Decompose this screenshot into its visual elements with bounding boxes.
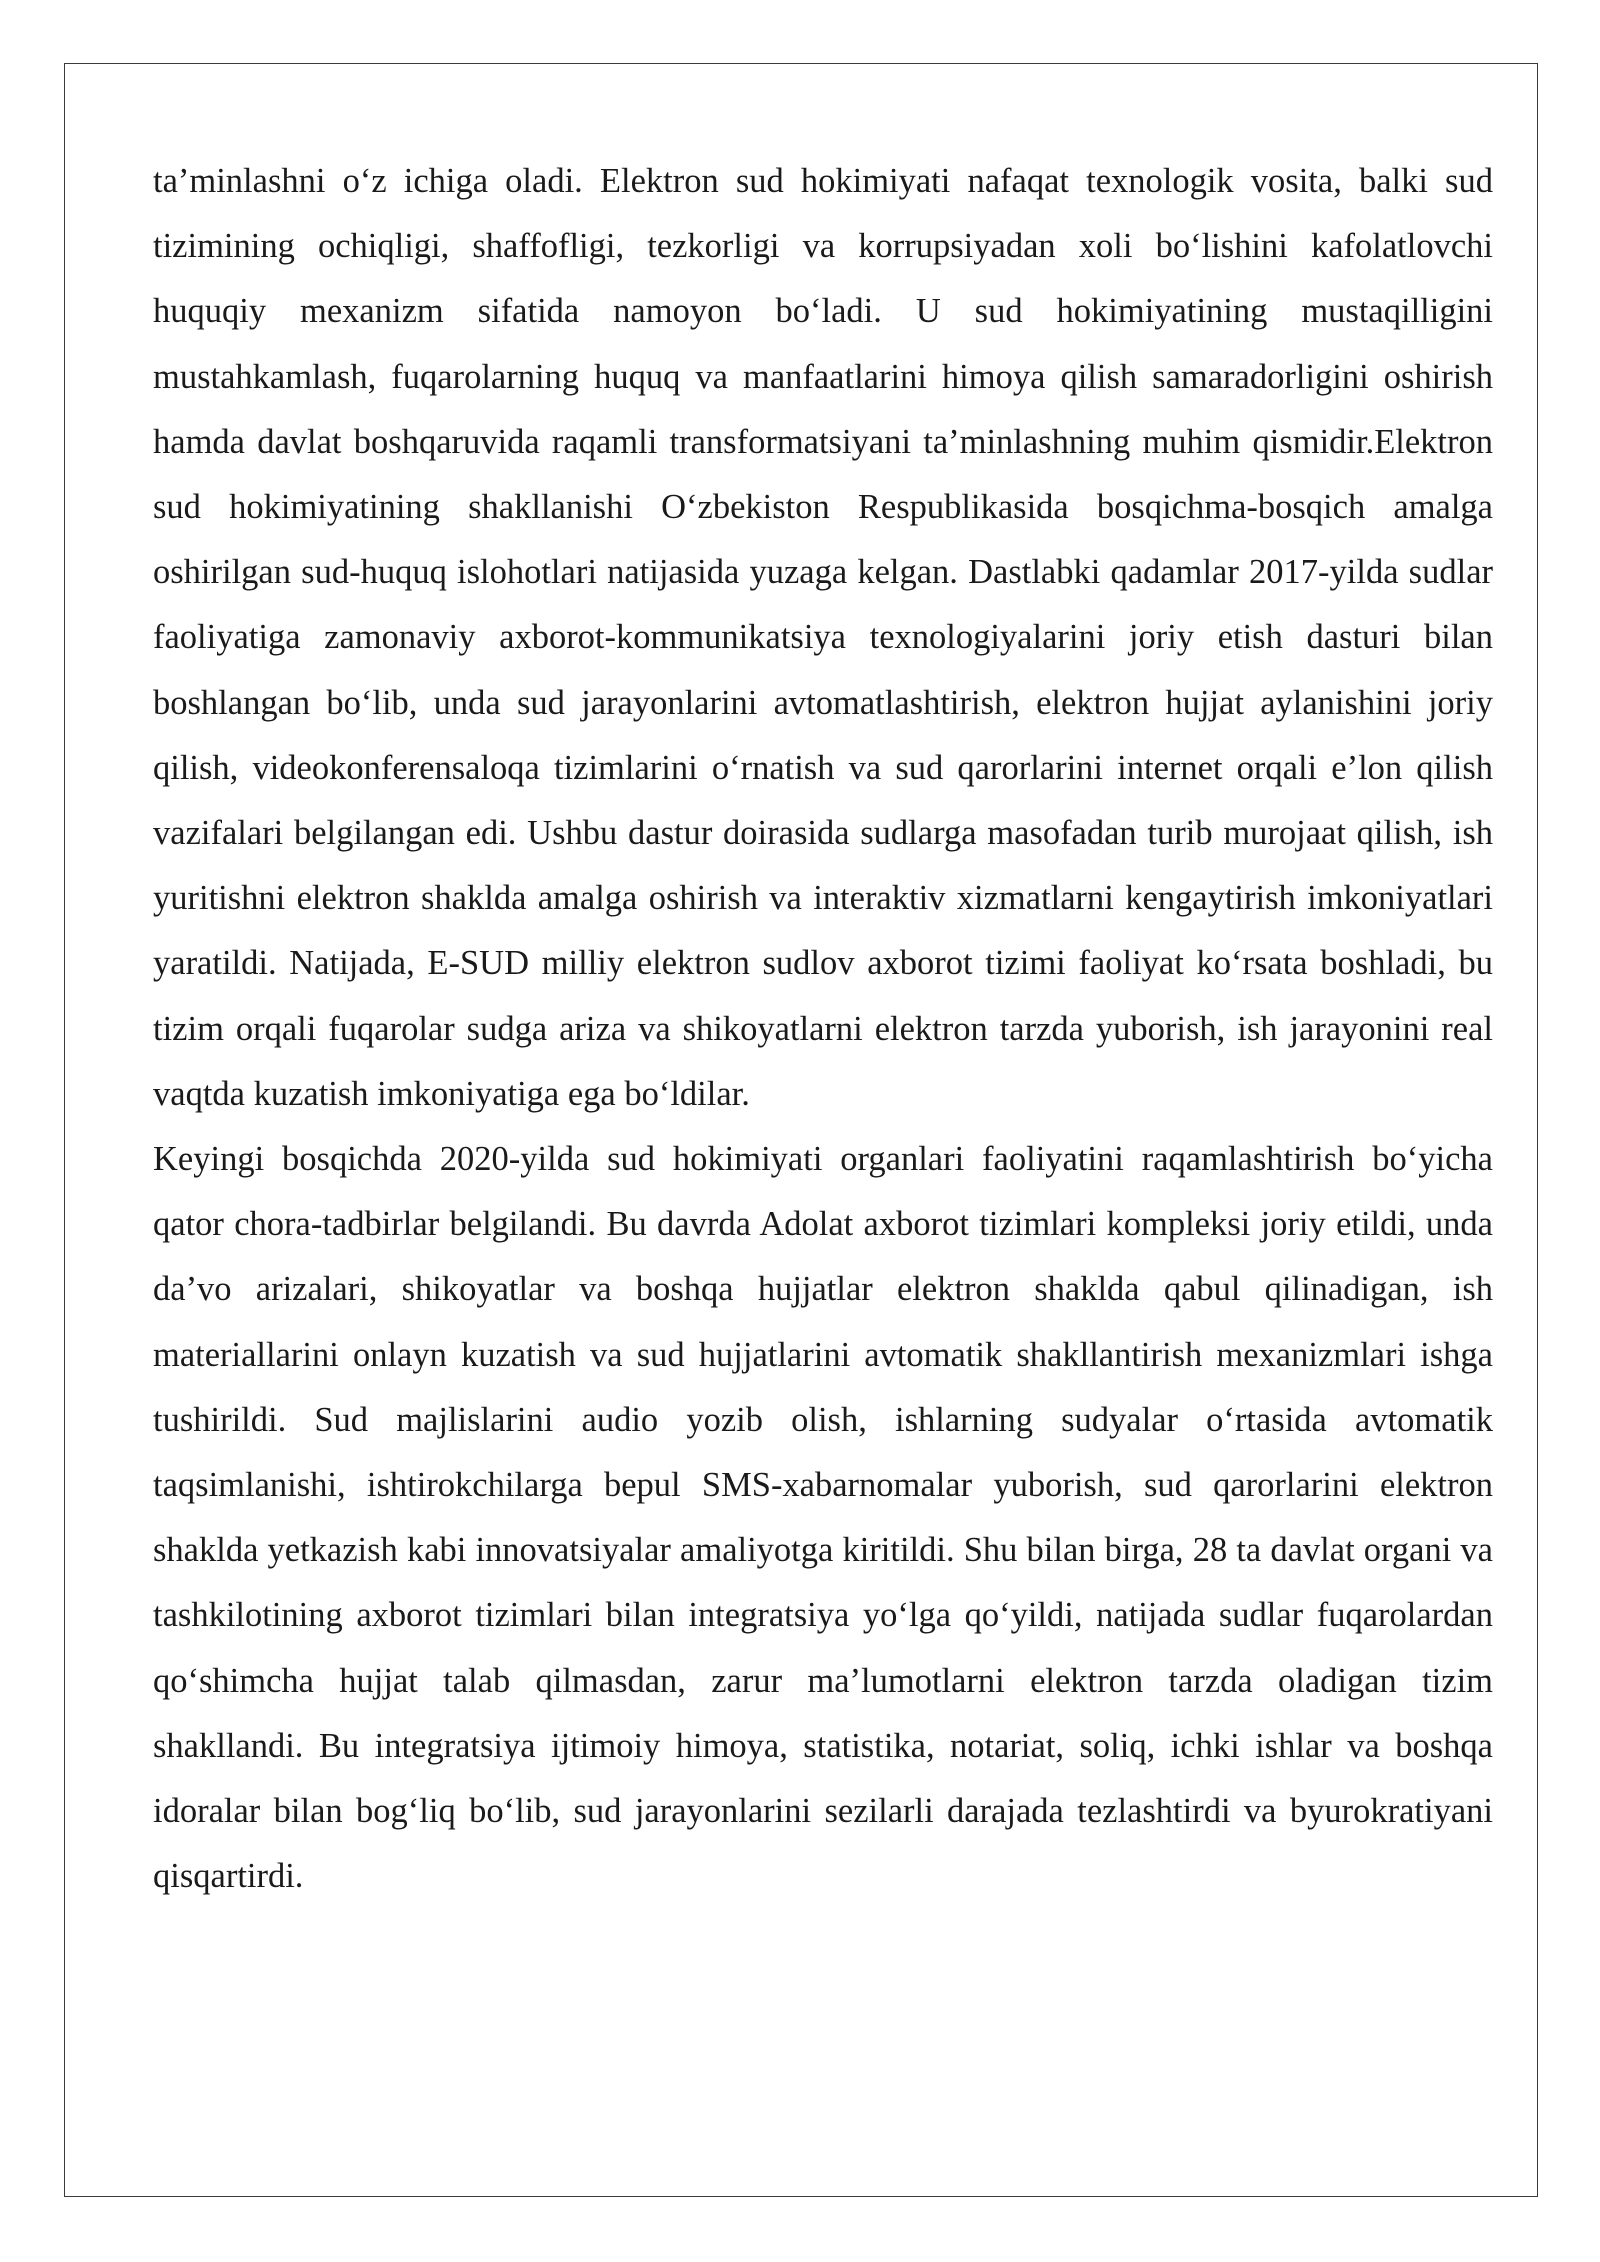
- paragraph-2: Keyingi bosqichda 2020-yilda sud hokimiyati organlari faoliyatini raqamlashtirish bo‘yicha qator chora-tadbirlar belgilandi. Bu davrda Adolat axborot tizimlari kompleksi joriy etildi, unda da’vo arizalari, shikoyatlar va boshqa hujjatlar elektron shaklda qabul qilinadigan, ish materiallarini onlayn kuzatish va sud hujjatlarini avtomatik shakllantirish mexanizmlari ishga tushirildi. Sud majlislarini audio yozib olish, ishlarning sudyalar o‘rtasida avtomatik taqsimlanishi, ishtirokchilarga bepul SMS-xabarnomalar yuborish, sud qarorlarini elektron shaklda yetkazish kabi innovatsiyalar amaliyotga kiritildi. Shu bilan birga, 28 ta davlat organi va tashkilotining axborot tizimlari bilan integratsiya yo‘lga qo‘yildi, natijada sudlar fuqarolardan qo‘shimcha hujjat talab qilmasdan, zarur ma’lumotlarni elektron tarzda oladigan tizim shakllandi. Bu integratsiya ijtimoiy himoya, statistika, notariat, soliq, ichki ishlar va boshqa idoralar bilan bog‘liq bo‘lib, sud jarayonlarini sezilarli darajada tezlashtirdi va byurokratiyani qisqartirdi.: [153, 1140, 1493, 1896]
- document-body: [153, 149, 1493, 1909]
- paragraph-1: ta’minlashni o‘z ichiga oladi. Elektron sud hokimiyati nafaqat texnologik vosita, balki sud tizimining ochiqligi, shaffofligi, tezkorligi va korrupsiyadan xoli bo‘lishini kafolatlovchi huquqiy mexanizm sifatida namoyon bo‘ladi. U sud hokimiyatining mustaqilligini mustahkamlash, fuqarolarning huquq va manfaatlarini himoya qilish samaradorligini oshirish hamda davlat boshqaruvida raqamli transformatsiyani ta’minlashning muhim qismidir.Elektron sud hokimiyatining shakllanishi O‘zbekiston Respublikasida bosqichma-bosqich amalga oshirilgan sud-huquq islohotlari natijasida yuzaga kelgan. Dastlabki qadamlar 2017-yilda sudlar faoliyatiga zamonaviy axborot-kommunikatsiya texnologiyalarini joriy etish dasturi bilan boshlangan bo‘lib, unda sud jarayonlarini avtomatlashtirish, elektron hujjat aylanishini joriy qilish, videokonferensaloqa tizimlarini o‘rnatish va sud qarorlarini internet orqali e’lon qilish vazifalari belgilangan edi. Ushbu dastur doirasida sudlarga masofadan turib murojaat qilish, ish yuritishni elektron shaklda amalga oshirish va interaktiv xizmatlarni kengaytirish imkoniyatlari yaratildi. Natijada, E-SUD milliy elektron sudlov axborot tizimi faoliyat ko‘rsata boshladi, bu tizim orqali fuqarolar sudga ariza va shikoyatlarni elektron tarzda yuborish, ish jarayonini real vaqtda kuzatish imkoniyatiga ega bo‘ldilar.: [153, 162, 1493, 1113]
